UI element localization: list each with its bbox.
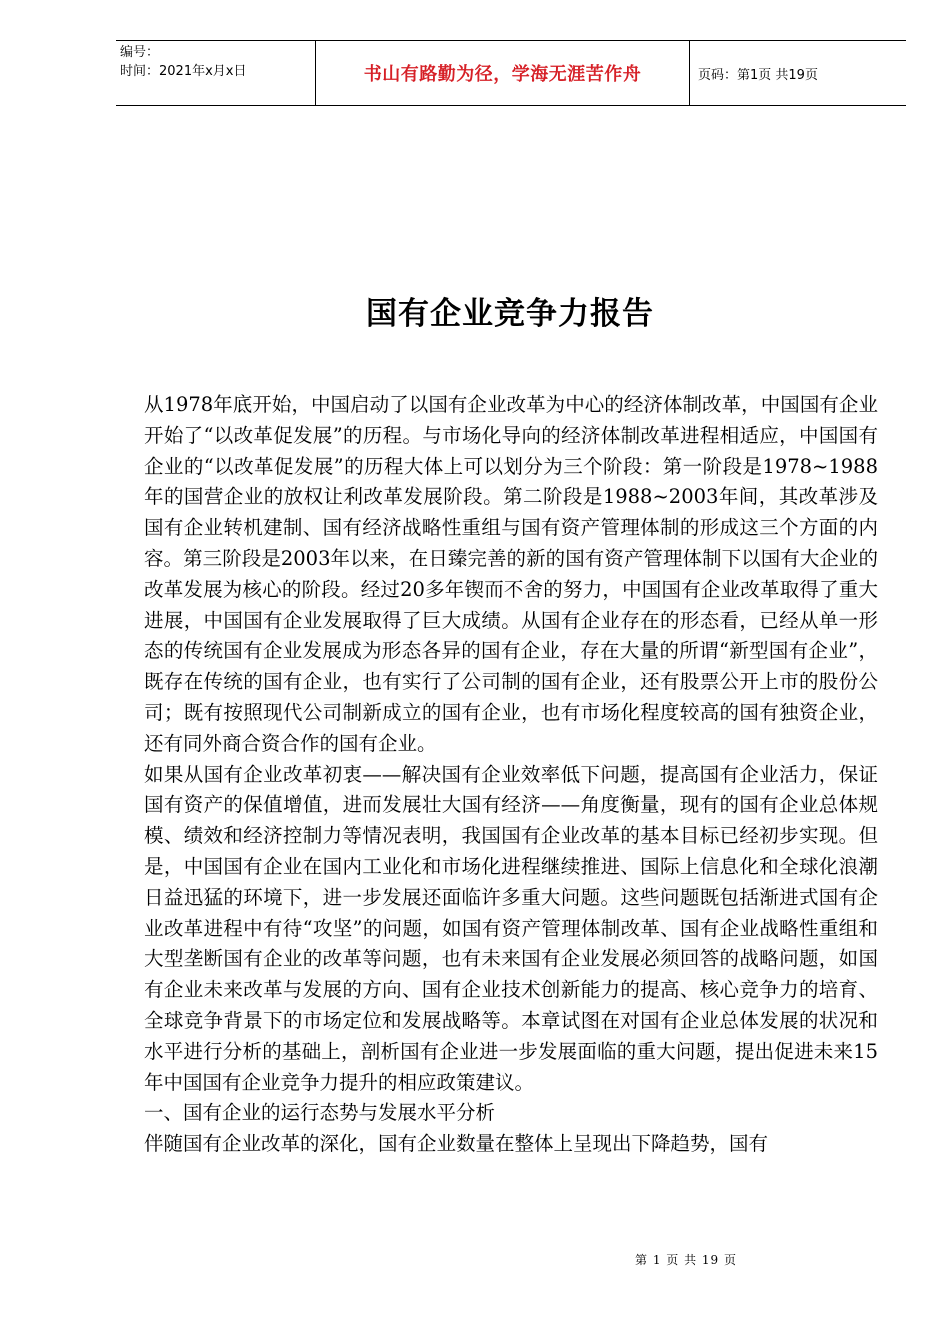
header-motto-cell [316,41,690,105]
code-label: 编号： [120,45,160,60]
paragraph: 从1978年底开始，中国启动了以国有企业改革为中心的经济体制改革，中国国有企业开始了“以改革促发展”的历程。与市场化导向的经济体制改革进程相适应，中国国有企业的“以改革促发展”的历程大体上可以划分为三个阶段：第一阶段是1978~1988年的国营企业的放权让利改革发展阶段。第二阶段是1988~2003年间，其改革涉及国有企业转机建制、国有经济战略性重组与国有资产管理体制的形成这三个方面的内容。第三阶段是2003年以来，在日臻完善的新的国有资产管理体制下以国有大企业的改革发展为核心的阶段。经过20多年锲而不舍的努力，中国国有企业改革取得了重大进展，中国国有企业发展取得了巨大成绩。从国有企业存在的形态看，已经从单一形态的传统国有企业发展成为形态各异的国有企业，存在大量的所谓“新型国有企业”，既存在传统的国有企业，也有实行了公司制的国有企业，还有股票公开上市的股份公司；既有按照现代公司制新成立的国有企业，也有市场化程度较高的国有独资企业，还有同外商合资合作的国有企业。 [144,393,878,755]
motto-text: 书山有路勤为径，学海无涯苦作舟 [363,64,642,85]
paragraph: 伴随国有企业改革的深化，国有企业数量在整体上呈现出下降趋势，国有 [144,1132,769,1156]
document-title: 国有企业竞争力报告 [366,296,654,332]
page-footer: 第 1 页 共 19 页 [635,1253,737,1267]
paragraph: 如果从国有企业改革初衷——解决国有企业效率低下问题，提高国有企业活力，保证国有资产的保值增值，进而发展壮大国有经济——角度衡量，现有的国有企业总体规模、绩效和经济控制力等情况表明，我国国有企业改革的基本目标已经初步实现。但是，中国国有企业在国内工业化和市场化进程继续推进、国际上信息化和全球化浪潮日益迅猛的环境下，进一步发展还面临许多重大问题。这些问题既包括渐进式国有企业改革进程中有待“攻坚”的问题，如国有资产管理体制改革、国有企业战略性重组和大型垄断国有企业的改革等问题，也有未来国有企业发展必须回答的战略问题，如国有企业未来改革与发展的方向、国有企业技术创新能力的提高、核心竞争力的培育、全球竞争背景下的市场定位和发展战略等。本章试图在对国有企业总体发展的状况和水平进行分析的基础上，剖析国有企业进一步发展面临的重大问题，提出促进未来15年中国国有企业竞争力提升的相应政策建议。 [144,762,878,1094]
document-body [144,390,878,1160]
page-header [116,40,906,106]
header-meta-cell [116,41,316,105]
section-heading: 一、国有企业的运行态势与发展水平分析 [144,1101,496,1125]
page-info: 页码：第1页 共19页 [698,67,818,83]
time-label: 时间：2021年x月x日 [120,64,247,79]
header-page-cell [690,41,906,105]
